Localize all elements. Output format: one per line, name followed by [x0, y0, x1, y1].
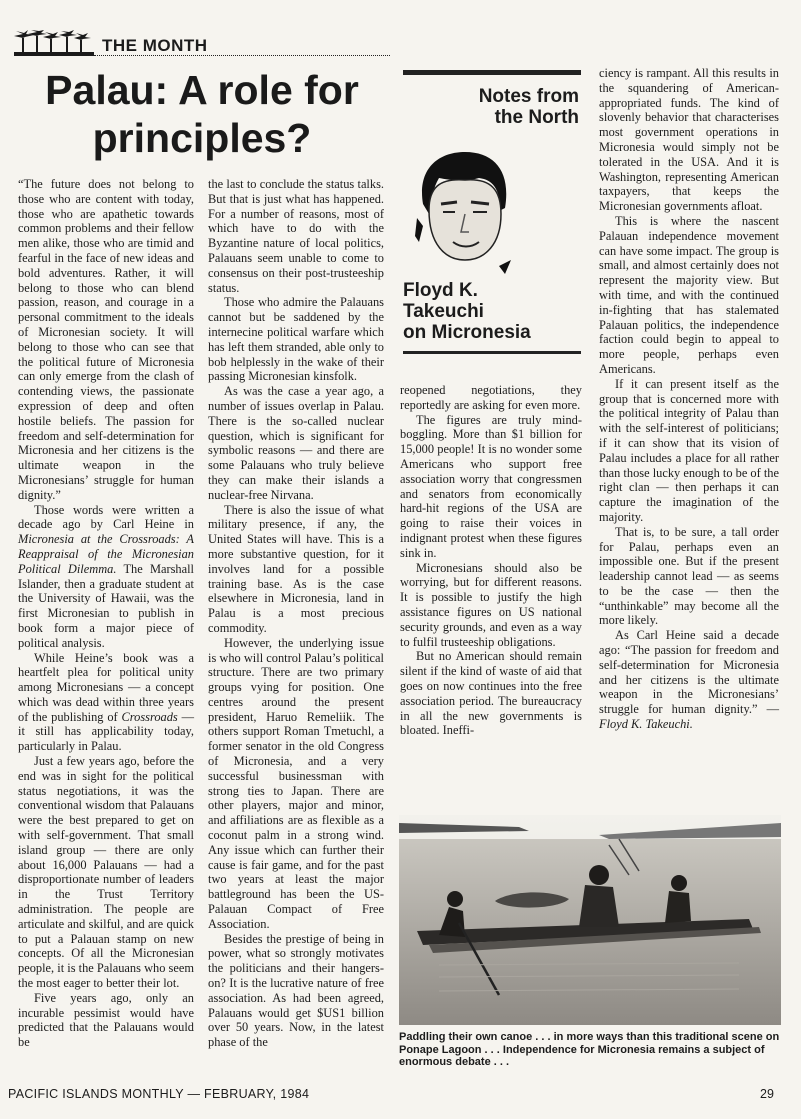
author-portrait — [409, 148, 519, 278]
paragraph: If it can present itself as the group that is concerned more with the political integrity of Palau than with the self-interest of politicians; if it can show that its vision of Palau includes a place for all rather than those lucky enough to be of the right clan — then perhaps it can capture the imagination of the majority. — [599, 376, 779, 524]
byline-line-3: on Micronesia — [403, 322, 531, 343]
page-number: 29 — [760, 1087, 774, 1101]
text-run: Those words were written a decade ago by Carl Heine in — [18, 502, 194, 532]
section-label: THE MONTH — [102, 36, 208, 55]
text-run: The Marshall Islander, then a graduate student at the University of Hawaii, was the first Micronesian to publish in book form a major piece of political analysis. — [18, 561, 194, 650]
paragraph: reopened negotiations, they reportedly are asking for even more. — [400, 383, 582, 412]
book-title-short: Crossroads — [121, 709, 178, 724]
article-column-4 — [599, 66, 779, 732]
author-signoff: Floyd K. Takeuchi. — [599, 717, 693, 732]
paragraph — [18, 503, 194, 651]
paragraph: “The future does not belong to those who are content with today, those who are apathetic towards common problems and their fellow men alike, those who are timid and fearful in the face of new ideas and bold adventures. Rather, it will belong to those who can blend passion, reason, and courage in a personal commitment to the ideals of Micronesian society. It will belong to those who can see that the political future of Micronesia can only emerge from the clash of contending views, the passionate expression of deep and often hostile beliefs. The passion for freedom and self-determination for Micronesia and her citizens is the ultimate weapon in the Micronesians’ struggle for human dignity.” — [18, 177, 194, 502]
column-title — [479, 86, 579, 128]
canoe-photo — [399, 815, 781, 1025]
sidebar-bottom-rule — [403, 351, 581, 354]
paragraph: But no American should remain silent if the kind of waste of aid that goes on now continues into the free association period. The bureaucracy in all the new governments is bloated. Ineffi- — [400, 649, 582, 738]
article-column-3 — [400, 383, 582, 738]
column-title-line-1: Notes from — [478, 86, 579, 107]
paragraph: Just a few years ago, before the end was in sight for the political status negotiations, it was the conventional wisdom that Palauans were the best prepared to get on with self-government. That small island group — there are only about 16,000 Palauans — had a disproportionate number of leaders in the Trust Territory administration. The people are articulate and skilful, and are quick to put a Palauan stamp on new concepts. Of all the Micronesian people, it is the Palauans who seem the most eager to better their lot. — [18, 754, 194, 991]
paragraph: As was the case a year ago, a number of issues overlap in Palau. There is the so-called nuclear question, which is significant for symbolic reasons — and there are some Palauans who truly believe they can make their islands a nuclear-free Nirvana. — [208, 384, 384, 502]
paragraph: This is where the nascent Palauan independence movement can have some impact. The group is small, and almost certainly does not represent the majority view. But with time, and with the continued in-fighting that has stalemated Palauan politics, the independence faction could begin to appeal to more people, perhaps even Americans. — [599, 213, 779, 376]
paragraph — [599, 628, 779, 732]
sidebar-top-rule — [403, 70, 581, 75]
book-title: Micronesia at the Crossroads: A Reappraisal of the Micronesian Political Dilemma. — [18, 532, 194, 576]
text-run: — it still has applicability today, particularly in Palau. — [18, 709, 194, 754]
paragraph: However, the underlying issue is who will control Palau’s political structure. There are two primary groups vying for position. One centres around the present president, Haruo Remeliik. The others support Roman Tmetuchl, a former senator in the old Congress of Micronesia, and a very successful businessman with strong ties to Japan. There are other players, major and minor, and affiliations are as flexible as a coconut palm in a strong wind. Any issue which can further their cause is fair game, and for the past two years at least the major battleground has been the US-Palauan Compact of Free Association. — [208, 635, 384, 931]
paragraph: The figures are truly mind-boggling. More than $1 billion for 15,000 people! It is no wonder some Americans who support free association worry that congressmen and senators from economically hard-hit regions of the USA are going to raise their voices in indignant protest when these figures sink in. — [400, 412, 582, 560]
paragraph: the last to conclude the status talks. But that is just what has happened. For a number of reasons, most of which have to do with the Byzantine nature of local politics, Palauans seem unable to come to consensus on their post-trusteeship status. — [208, 177, 384, 295]
publication-footer: PACIFIC ISLANDS MONTHLY — FEBRUARY, 1984 — [8, 1087, 310, 1101]
byline-line-1: Floyd K. — [403, 280, 478, 301]
text-run: While Heine’s book was a heartfelt plea for political unity among Micronesians — a concept which was dead within three years of the publishing of — [18, 650, 194, 724]
palm-trees-logo-icon — [14, 30, 94, 58]
headline: Palau: A role for principles? — [45, 67, 359, 161]
paragraph: Besides the prestige of being in power, what so strongly motivates the politicians and their hangers-on? It is the lucrative nature of free association. As had been agreed, Palauans would get $US1 billion over 50 years. Now, in the latest phase of the — [208, 931, 384, 1050]
column-title-line-2: the North — [494, 107, 579, 128]
paragraph: Micronesians should also be worrying, but for different reasons. It is possible to justify the high assistance figures on US national security grounds, and even as a way to fulfil trusteeship obligations. — [400, 560, 582, 649]
paragraph: ciency is rampant. All this results in the squandering of American-appropriated funds. The kind of slovenly behavior that characterises most government operations in Micronesia would simply not be tolerated in the USA. And it is Washington, representing American taxpayers, that keeps the Micronesian governments afloat. — [599, 66, 779, 214]
paragraph: There is also the issue of what military presence, if any, the United States will have. This is a more substantive question, for it involves land for a possible training base. As is the case elsewhere in Micronesia, land in Palau is a most precious commodity. — [208, 502, 384, 635]
paragraph: Those who admire the Palauans cannot but be saddened by the internecine political warfare which has left them stranded, able only to bob helplessly in the wake of their passing Micronesian kinsfolk. — [208, 295, 384, 384]
paragraph: That is, to be sure, a tall order for Palau, perhaps even an impossible one. But if the present leadership cannot lead — as seems to be the case — then the “unthinkable” may become all the more likely. — [599, 524, 779, 628]
column-sidebar-box — [403, 70, 581, 354]
text-run: As Carl Heine said a decade ago: “The passion for freedom and self-determination for Micronesia and her citizens is the ultimate weapon in the Micronesians’ struggle for human dignity.” — — [599, 628, 779, 717]
photo-caption: Paddling their own canoe . . . in more ways than this traditional scene on Ponape Lagoon . . . Independence for Micronesia remains a subject of enormous debate . . . — [399, 1031, 780, 1068]
paragraph — [18, 651, 194, 755]
article-column-2 — [208, 177, 384, 1050]
section-header — [14, 30, 390, 58]
column-byline — [403, 280, 581, 343]
byline-line-2: Takeuchi — [403, 301, 484, 322]
article-column-1 — [18, 177, 194, 1050]
paragraph: Five years ago, only an incurable pessimist would have predicted that the Palauans would be — [18, 990, 194, 1050]
